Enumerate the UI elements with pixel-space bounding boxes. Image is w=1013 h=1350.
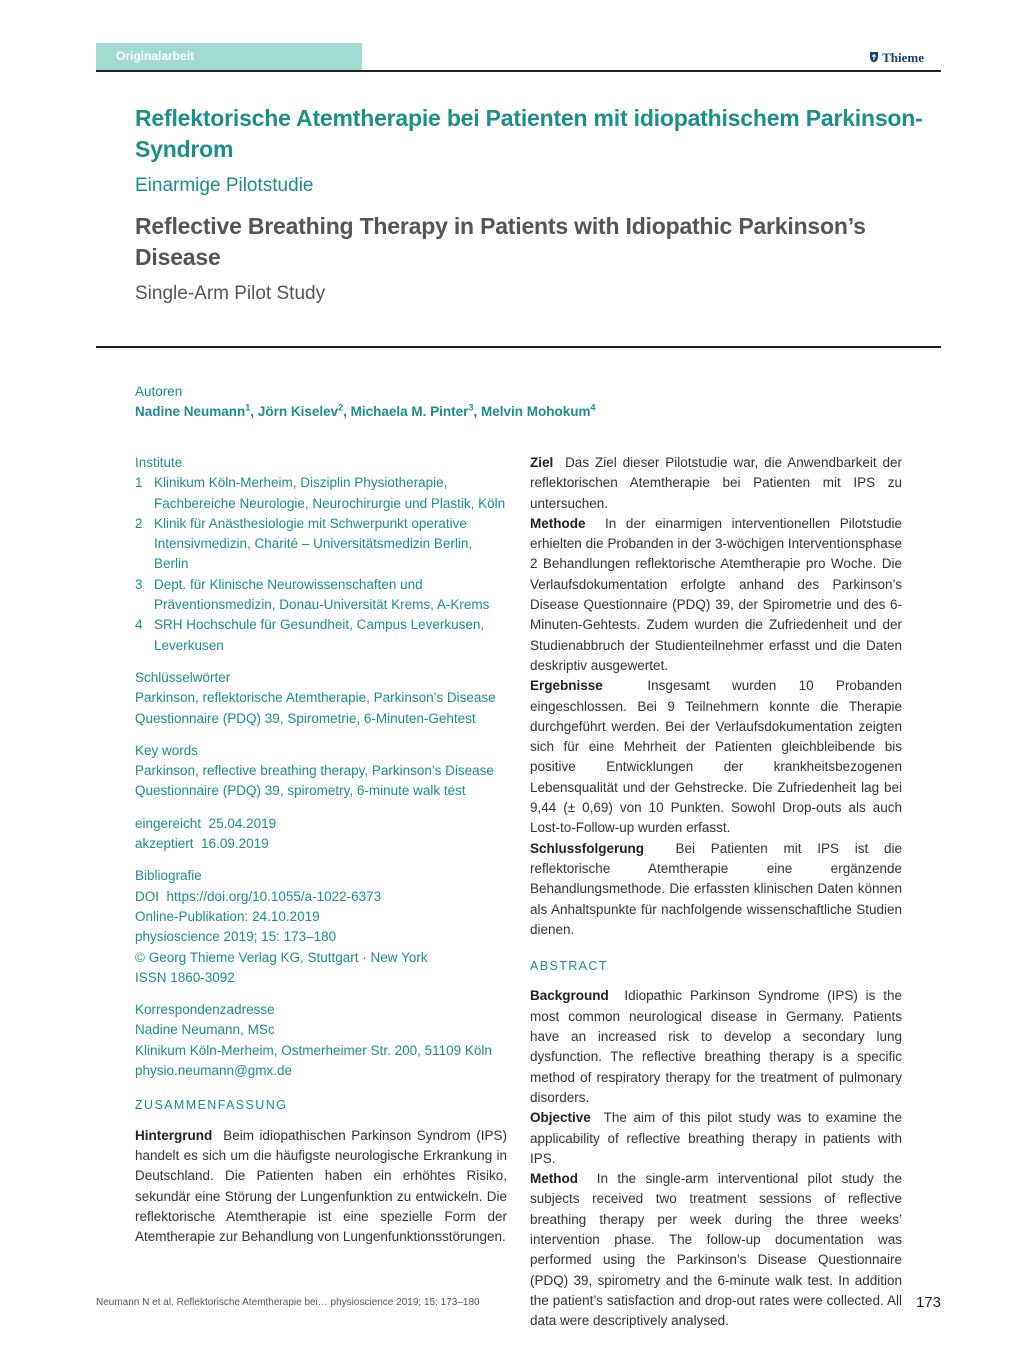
ergebnisse-head: Ergebnisse xyxy=(530,678,603,694)
dates-block xyxy=(135,814,507,855)
keywords-german-label: Schlüsselwörter xyxy=(135,669,231,685)
background-head: Background xyxy=(530,988,609,1004)
hintergrund-text: Beim idiopathischen Parkinson Syndrom (IPS) handelt es sich um die häufigste neurologische Erkrankung in Deutschland. Die Patienten haben ein erhöhtes Risiko, sekundär eine Störung der Lungenfunktion zu entwickeln. Die reflektorische Atemtherapie ist eine spezielle Form der Atemtherapie zur Behandlung von Lungenfunktionsstörungen. xyxy=(135,1127,507,1245)
schlussfolgerung-paragraph xyxy=(530,839,902,940)
authors-label: Autoren xyxy=(135,384,183,399)
institute-text: Klinikum Köln-Merheim, Disziplin Physiotherapie, Fachbereiche Neurologie, Neurochirurgie und Plastik, Köln xyxy=(154,475,506,511)
author-affiliation: 3 xyxy=(468,402,474,413)
objective-text: The aim of this pilot study was to examine the applicability of reflective breathing therapy in patients with IPS. xyxy=(530,1110,902,1166)
institute-text: Dept. für Klinische Neurowissenschaften und Präventionsmedizin, Donau-Universität Krems, A-Krems xyxy=(154,576,490,613)
author-name: Nadine Neumann xyxy=(135,404,246,419)
objective-head: Objective xyxy=(530,1110,591,1126)
ergebnisse-text: Insgesamt wurden 10 Probanden eingeschlossen. Bei 9 Teilnehmern konnte die Therapie durchgeführt werden. Bei der Verlaufsdokumentation zeigten sich für eine Mehrheit der Patienten gleichbleibende bis positive Entwicklungen der krankheitsbezogenen Lebensqualität und der Gehstrecke. Die Zufriedenheit lag bei 9,44 (± 0,69) von 10 Punkten. Sowohl Drop-outs als auch Lost-to-Follow-up wurden erfasst. xyxy=(530,678,902,836)
institute-item xyxy=(135,514,507,575)
keywords-english-text: Parkinson, reflective breathing therapy, Parkinson’s Disease Questionnaire (PDQ) 39, spirometry, 6-minute walk test xyxy=(135,763,494,799)
title-divider xyxy=(96,346,941,348)
method-head: Method xyxy=(530,1171,578,1187)
method-paragraph xyxy=(530,1169,902,1331)
journal-citation: physioscience 2019; 15: 173–180 xyxy=(135,929,337,945)
objective-paragraph xyxy=(530,1108,902,1169)
header-divider xyxy=(96,70,941,72)
methode-text: In der einarmigen interventionellen Pilotstudie erhielten die Probanden in der 3-wöchigen Interventionsphase 2 Behandlungen reflektorische Atemtherapie pro Woche. Die Verlaufsdokumentation erfolgte anhand des Parkinson’s Disease Questionnaire (PDQ) 39, der Spirometrie und des 6-Minuten-Gehtests. Zudem wurden die Zufriedenheit und der Studienabbruch der Studienteilnehmer erfasst und die Daten deskriptiv ausgewertet. xyxy=(530,515,902,673)
institute-text: Klinik für Anästhesiologie mit Schwerpunkt operative Intensivmedizin, Charité – Universitätsmedizin Berlin, Berlin xyxy=(154,515,473,572)
abstract-heading: ABSTRACT xyxy=(530,959,608,974)
zusammenfassung-heading: ZUSAMMENFASSUNG xyxy=(135,1098,288,1113)
ziel-text: Das Ziel dieser Pilotstudie war, die Anwendbarkeit der reflektorischen Atemtherapie bei Patienten mit IPS zu untersuchen. xyxy=(530,455,902,511)
schlussfolgerung-head: Schlussfolgerung xyxy=(530,840,645,856)
institute-item xyxy=(135,615,507,656)
submitted-label: eingereicht xyxy=(135,815,202,831)
author-name: Jörn Kiselev xyxy=(257,404,339,419)
background-text: Idiopathic Parkinson Syndrome (IPS) is the most common neurological disease in Germany. Patients have an increased risk to develop a secondary lung dysfunction. The reflective breathing therapy is a specific method of respiratory therapy for the treatment of pulmonary disorders. xyxy=(530,988,902,1105)
doi-link[interactable]: https://doi.org/10.1055/a-1022-6373 xyxy=(166,888,382,904)
author-affiliation: 4 xyxy=(590,402,596,413)
author-name: Melvin Mohokum xyxy=(480,404,591,419)
correspondence-email[interactable]: physio.neumann@gmx.de xyxy=(135,1063,293,1079)
correspondence-label: Korrespondenzadresse xyxy=(135,1002,275,1018)
subtitle-german: Einarmige Pilotstudie xyxy=(135,175,314,196)
methode-head: Methode xyxy=(530,515,586,531)
author-affiliation: 2 xyxy=(338,402,344,413)
authors-block xyxy=(135,382,935,422)
copyright: © Georg Thieme Verlag KG, Stuttgart · New York xyxy=(135,949,428,965)
thieme-shield-icon xyxy=(869,51,879,63)
hintergrund-head: Hintergrund xyxy=(135,1127,213,1143)
author-list: Nadine Neumann$^1$, Jörn Kiselev$^2$, Michaela M. Pinter$^3$, Melvin Mohokum$^4$ xyxy=(135,402,596,419)
institute-item xyxy=(135,473,507,514)
publisher-logo xyxy=(869,50,924,66)
bibliography-label: Bibliografie xyxy=(135,868,202,884)
ziel-head: Ziel xyxy=(530,455,554,470)
title-block xyxy=(135,103,935,306)
keywords-english xyxy=(135,741,507,802)
institute-number: 3 xyxy=(135,576,143,592)
methode-paragraph xyxy=(530,514,902,676)
institute-number: 2 xyxy=(135,515,143,531)
right-column xyxy=(530,453,902,1331)
method-text: In the single-arm interventional pilot study the subjects received two treatment sessions of reflective breathing therapy per week during the three weeks’ intervention phase. The follow-up documentation was performed using the Parkinson’s Disease Questionnaire (PDQ) 39, spirometry and the 6-minute walk test. In addition the patient’s satisfaction and drop-out rates were collected. All data were descriptively analysed. xyxy=(530,1171,902,1329)
publisher-name: Thieme xyxy=(882,50,924,65)
keywords-english-label: Key words xyxy=(135,742,199,758)
bibliography-block xyxy=(135,866,507,988)
title-german: Reflektorische Atemtherapie bei Patienten mit idiopathischem Parkinson-Syndrom xyxy=(135,105,923,162)
submitted-date: 25.04.2019 xyxy=(208,815,277,831)
title-english: Reflective Breathing Therapy in Patients with Idiopathic Parkinson’s Disease xyxy=(135,213,866,270)
institutes-label: Institute xyxy=(135,455,183,470)
keywords-german xyxy=(135,668,507,729)
hintergrund-paragraph xyxy=(135,1126,507,1248)
background-paragraph xyxy=(530,986,902,1108)
issn: ISSN 1860-3092 xyxy=(135,969,235,985)
correspondence-name: Nadine Neumann, MSc xyxy=(135,1022,275,1038)
correspondence-address: Klinikum Köln-Merheim, Ostmerheimer Str. 200, 51109 Köln xyxy=(135,1042,492,1058)
institutes-list xyxy=(135,473,507,656)
correspondence-block xyxy=(135,1000,507,1081)
article-type-badge: Originalarbeit xyxy=(96,43,362,71)
doi-label: DOI xyxy=(135,888,160,904)
ergebnisse-paragraph xyxy=(530,676,902,838)
page-number: 173 xyxy=(915,1294,941,1311)
keywords-german-text: Parkinson, reflektorische Atemtherapie, Parkinson’s Disease Questionnaire (PDQ) 39, Spirometrie, 6-Minuten-Gehtest xyxy=(135,690,496,726)
institute-number: 1 xyxy=(135,475,143,491)
footer-citation: Neumann N et al. Reflektorische Atemtherapie bei… physioscience 2019; 15: 173–180 xyxy=(96,1297,480,1308)
institute-text: SRH Hochschule für Gesundheit, Campus Leverkusen, Leverkusen xyxy=(154,617,485,653)
accepted-date: 16.09.2019 xyxy=(201,836,269,852)
schlussfolgerung-text: Bei Patienten mit IPS ist die reflektorische Atemtherapie eine ergänzende Behandlungsmethode. Die erfassten klinischen Daten können als Anhaltspunkte für nachfolgende wissenschaftliche Studien dienen. xyxy=(530,840,902,937)
institute-number: 4 xyxy=(135,617,143,633)
author-affiliation: 1 xyxy=(245,402,251,413)
online-publication: Online-Publikation: 24.10.2019 xyxy=(135,908,320,924)
ziel-paragraph xyxy=(530,453,902,514)
left-column xyxy=(135,453,507,1247)
accepted-label: akzeptiert xyxy=(135,836,194,852)
author-name: Michaela M. Pinter xyxy=(350,404,469,419)
subtitle-english: Single-Arm Pilot Study xyxy=(135,283,326,304)
institute-item xyxy=(135,575,507,616)
